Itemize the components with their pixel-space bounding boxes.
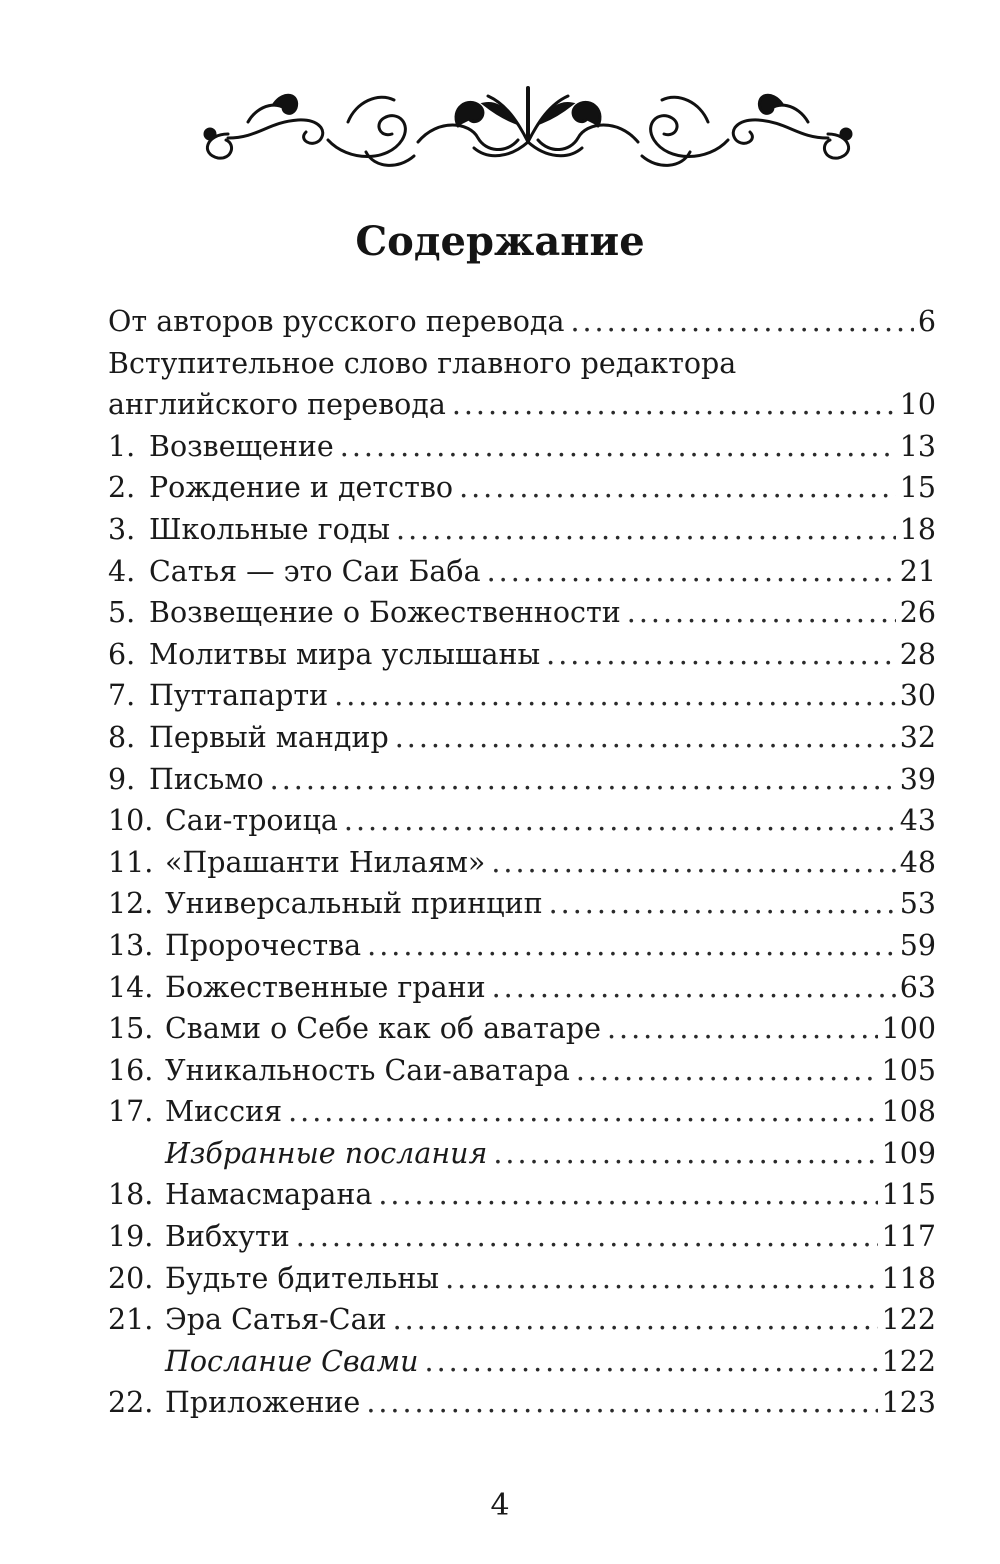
toc-entry-page: 115: [881, 1178, 936, 1212]
toc-entry-chapter-19[interactable]: [108, 1216, 936, 1258]
toc-entry-label: Божественные грани: [165, 970, 486, 1004]
toc-entry-selected-messages[interactable]: [108, 1133, 936, 1175]
toc-entry-chapter-1[interactable]: [108, 426, 936, 468]
toc-dot-leader: [459, 467, 896, 509]
toc-entry-label: Послание Свами: [165, 1344, 419, 1378]
toc-entry-label: Школьные годы: [149, 512, 391, 546]
toc-entry-label: Сатья — это Саи Баба: [149, 554, 481, 588]
toc-entry-page: 32: [899, 720, 936, 754]
toc-entry-chapter-3[interactable]: [108, 509, 936, 551]
toc-entry-page: 122: [881, 1303, 936, 1337]
toc-entry-number: 13.: [108, 928, 154, 962]
toc-entry-label: Молитвы мира услышаны: [149, 637, 541, 671]
toc-entry-page: 100: [881, 1012, 936, 1046]
toc-entry-chapter-21[interactable]: [108, 1299, 936, 1341]
toc-entry-number: 15.: [108, 1012, 154, 1046]
toc-entry-page: 18: [899, 512, 936, 546]
decorative-flourish-icon: [188, 82, 868, 172]
toc-entry-page: 109: [881, 1136, 936, 1170]
toc-entry-number: 20.: [108, 1261, 154, 1295]
toc-entry-label: Миссия: [165, 1095, 283, 1129]
toc-entry-page: 15: [899, 471, 936, 505]
toc-entry-chapter-2[interactable]: [108, 467, 936, 509]
toc-entry-chapter-17[interactable]: [108, 1091, 936, 1133]
toc-dot-leader: [570, 301, 913, 343]
toc-entry-number: 9.: [108, 762, 136, 796]
toc-entry-page: 26: [899, 596, 936, 630]
toc-entry-number: 6.: [108, 637, 136, 671]
toc-entry-label: «Прашанти Нилаям»: [165, 845, 486, 879]
toc-entry-label: Саи-троица: [165, 804, 338, 838]
toc-dot-leader: [493, 1133, 877, 1175]
toc-entry-number: 4.: [108, 554, 136, 588]
toc-entry-number: 8.: [108, 720, 136, 754]
toc-dot-leader: [366, 1382, 877, 1424]
toc-dot-leader: [288, 1091, 878, 1133]
toc-entry-page: 63: [899, 970, 936, 1004]
toc-entry-label: От авторов русского перевода: [108, 305, 565, 338]
toc-entry-number: 21.: [108, 1303, 154, 1337]
toc-dot-leader: [367, 925, 896, 967]
toc-dot-leader: [576, 1050, 878, 1092]
toc-entry-label: Рождение и детство: [149, 471, 454, 505]
toc-dot-leader: [396, 509, 896, 551]
toc-entry-number: 10.: [108, 804, 154, 838]
toc-entry-label: Приложение: [165, 1386, 361, 1420]
toc-entry-editor-foreword-line1[interactable]: [108, 343, 936, 385]
toc-dot-leader: [395, 717, 896, 759]
toc-entry-label: Намасмарана: [165, 1178, 373, 1212]
toc-dot-leader: [378, 1174, 877, 1216]
toc-entry-page: 30: [899, 679, 936, 713]
toc-entry-chapter-14[interactable]: [108, 967, 936, 1009]
toc-entry-number: 7.: [108, 679, 136, 713]
toc-entry-chapter-9[interactable]: [108, 759, 936, 801]
toc-dot-leader: [491, 842, 895, 884]
toc-entry-page: 13: [899, 429, 936, 463]
toc-entry-label: Путтапарти: [149, 679, 329, 713]
toc-entry-label: Вступительное слово главного редактора: [108, 346, 737, 380]
toc-dot-leader: [334, 675, 896, 717]
toc-entry-chapter-16[interactable]: [108, 1050, 936, 1092]
toc-entry-chapter-15[interactable]: [108, 1008, 936, 1050]
page-number: 4: [490, 1488, 510, 1523]
toc-dot-leader: [546, 634, 896, 676]
toc-dot-leader: [607, 1008, 878, 1050]
toc-entry-page: 118: [881, 1261, 936, 1295]
page-title: Содержание: [355, 218, 645, 265]
toc-entry-label: Свами о Себе как об аватаре: [165, 1012, 601, 1046]
toc-entry-chapter-6[interactable]: [108, 634, 936, 676]
toc-entry-number: 2.: [108, 471, 136, 505]
toc-entry-page: 21: [899, 554, 936, 588]
toc-entry-page: 53: [899, 887, 936, 921]
toc-entry-label: Эра Сатья-Саи: [165, 1303, 387, 1337]
toc-dot-leader: [344, 800, 896, 842]
toc-entry-chapter-4[interactable]: [108, 551, 936, 593]
toc-entry-intro-authors[interactable]: [108, 301, 936, 343]
toc-entry-page: 59: [899, 928, 936, 962]
toc-entry-page: 39: [899, 762, 936, 796]
toc-entry-page: 6: [917, 305, 936, 338]
toc-entry-label: Универсальный принцип: [165, 887, 543, 921]
toc-dot-leader: [445, 1258, 877, 1300]
toc-entry-number: 3.: [108, 512, 136, 546]
toc-entry-chapter-18[interactable]: [108, 1174, 936, 1216]
toc-entry-page: 123: [881, 1386, 936, 1420]
toc-entry-number: 1.: [108, 429, 136, 463]
toc-entry-page: 10: [899, 388, 936, 422]
toc-entry-label: Избранные послания: [165, 1136, 488, 1170]
toc-dot-leader: [425, 1341, 878, 1383]
toc-entry-chapter-10[interactable]: [108, 800, 936, 842]
toc-entry-number: 22.: [108, 1386, 154, 1420]
toc-entry-page: 117: [881, 1220, 936, 1254]
toc-dot-leader: [487, 551, 896, 593]
toc-entry-label: Вибхути: [165, 1220, 290, 1254]
toc-dot-leader: [452, 384, 896, 426]
toc-entry-page: 108: [881, 1095, 936, 1129]
toc-entry-number: 19.: [108, 1220, 154, 1254]
toc-entry-label: Пророчества: [165, 928, 362, 962]
toc-entry-chapter-8[interactable]: [108, 717, 936, 759]
toc-entry-swami-message[interactable]: [108, 1341, 936, 1383]
toc-entry-label: Первый мандир: [149, 720, 389, 754]
toc-entry-label: Будьте бдительны: [165, 1261, 440, 1295]
toc-entry-chapter-7[interactable]: [108, 675, 936, 717]
toc-entry-chapter-13[interactable]: [108, 925, 936, 967]
toc-entry-editor-foreword-line2[interactable]: [108, 384, 936, 426]
table-of-contents: [108, 301, 936, 1424]
toc-entry-label: Уникальность Саи-аватара: [165, 1053, 570, 1087]
toc-dot-leader: [393, 1299, 878, 1341]
toc-entry-number: 12.: [108, 887, 154, 921]
toc-entry-page: 28: [899, 637, 936, 671]
toc-entry-page: 48: [899, 845, 936, 879]
toc-entry-label: Письмо: [149, 762, 264, 796]
toc-dot-leader: [270, 759, 896, 801]
toc-entry-label: Возвещение о Божественности: [149, 596, 621, 630]
toc-dot-leader: [627, 592, 896, 634]
toc-entry-page: 122: [881, 1344, 936, 1378]
toc-entry-label: английского перевода: [108, 388, 446, 422]
toc-entry-label: Возвещение: [149, 429, 334, 463]
toc-entry-number: 5.: [108, 596, 136, 630]
toc-entry-number: 18.: [108, 1178, 154, 1212]
toc-entry-chapter-22[interactable]: [108, 1382, 936, 1424]
toc-entry-chapter-12[interactable]: [108, 883, 936, 925]
toc-entry-chapter-20[interactable]: [108, 1258, 936, 1300]
toc-entry-page: 105: [881, 1053, 936, 1087]
toc-dot-leader: [492, 967, 896, 1009]
toc-entry-number: 17.: [108, 1095, 154, 1129]
toc-dot-leader: [340, 426, 896, 468]
toc-dot-leader: [296, 1216, 878, 1258]
toc-dot-leader: [549, 883, 896, 925]
toc-entry-number: 11.: [108, 845, 154, 879]
toc-entry-chapter-5[interactable]: [108, 592, 936, 634]
toc-entry-chapter-11[interactable]: [108, 842, 936, 884]
toc-entry-number: 14.: [108, 970, 154, 1004]
toc-entry-number: 16.: [108, 1053, 154, 1087]
toc-entry-page: 43: [899, 804, 936, 838]
